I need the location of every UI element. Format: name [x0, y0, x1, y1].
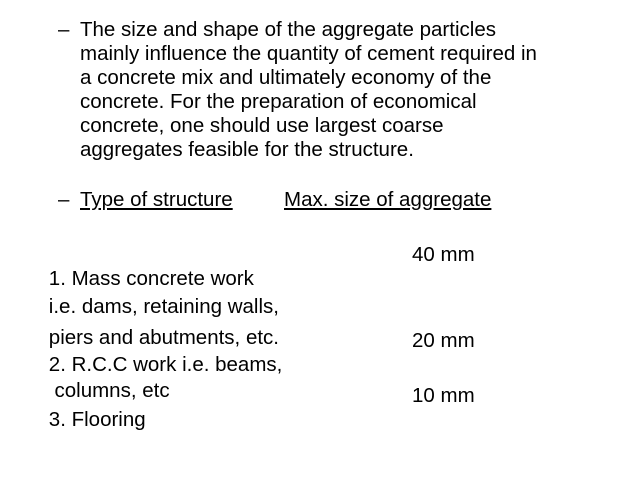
row-text: 2. R.C.C work i.e. beams, — [48, 353, 283, 376]
bullet-dash: – — [58, 188, 70, 211]
bullet-text: The size and shape of the aggregate particles mainly influence the quantity of cement required in a concrete mix and ultimately economy of the concrete. For the preparation of economical concrete, one should use largest coarse aggregates feasible for the structure. — [80, 18, 537, 161]
row-value: 20 mm — [412, 329, 475, 352]
table-row — [26, 384, 475, 480]
row-text: piers and abutments, etc. — [48, 326, 279, 349]
row-value: 40 mm — [412, 243, 475, 266]
column-header-structure: Type of structure — [80, 188, 233, 211]
row-text: 1. Mass concrete work — [48, 267, 254, 290]
row-text: 3. Flooring — [48, 408, 146, 431]
bullet-aggregate-size — [58, 18, 628, 162]
row-text: columns, etc — [48, 379, 170, 402]
row-value: 10 mm — [412, 384, 475, 407]
table-header-bullet — [58, 188, 628, 212]
row-text: i.e. dams, retaining walls, — [48, 295, 279, 318]
bullet-dash: – — [58, 18, 70, 41]
column-header-max-size: Max. size of aggregate — [284, 188, 492, 211]
